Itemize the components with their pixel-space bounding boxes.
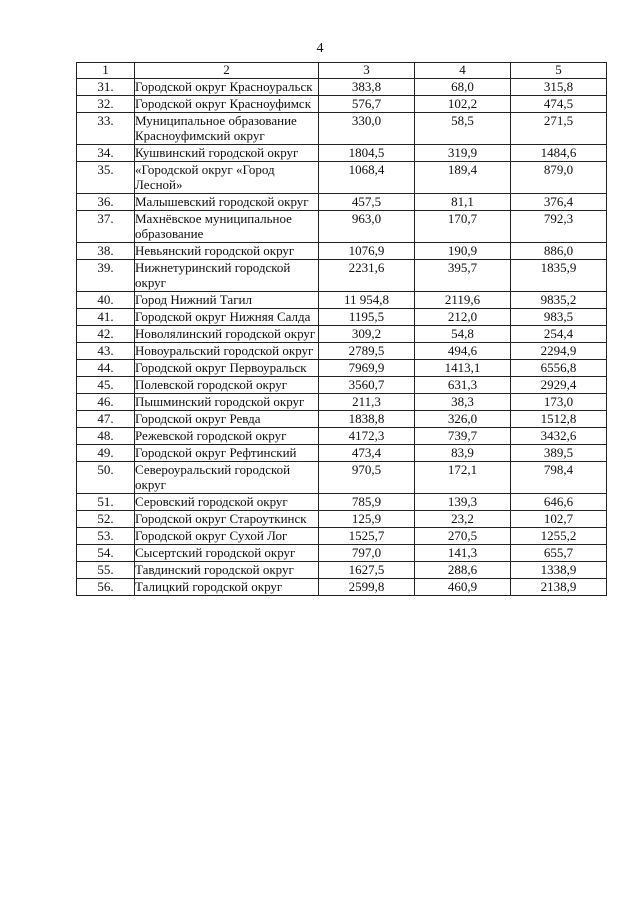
table-row (77, 260, 607, 292)
value-col-5: 2929,4 (511, 377, 607, 394)
municipality-name: Городской округ Красноуральск (135, 79, 319, 96)
value-col-4: 739,7 (415, 428, 511, 445)
value-col-4: 102,2 (415, 96, 511, 113)
value-col-3: 576,7 (319, 96, 415, 113)
value-col-3: 2599,8 (319, 579, 415, 596)
value-col-5: 655,7 (511, 545, 607, 562)
value-col-3: 1627,5 (319, 562, 415, 579)
value-col-5: 6556,8 (511, 360, 607, 377)
value-col-5: 798,4 (511, 462, 607, 494)
row-number: 42. (77, 326, 135, 343)
row-number: 41. (77, 309, 135, 326)
value-col-5: 9835,2 (511, 292, 607, 309)
table-row (77, 394, 607, 411)
row-number: 55. (77, 562, 135, 579)
table-row (77, 445, 607, 462)
value-col-5: 2294,9 (511, 343, 607, 360)
municipality-name: Сысертский городской округ (135, 545, 319, 562)
value-col-3: 970,5 (319, 462, 415, 494)
table-row (77, 194, 607, 211)
municipality-name: Город Нижний Тагил (135, 292, 319, 309)
municipality-name: Полевской городской округ (135, 377, 319, 394)
table-row (77, 162, 607, 194)
value-col-3: 11 954,8 (319, 292, 415, 309)
column-header: 4 (415, 63, 511, 79)
row-number: 47. (77, 411, 135, 428)
value-col-3: 3560,7 (319, 377, 415, 394)
value-col-3: 2789,5 (319, 343, 415, 360)
value-col-3: 785,9 (319, 494, 415, 511)
table-row (77, 145, 607, 162)
value-col-3: 1195,5 (319, 309, 415, 326)
municipality-name: Малышевский городской округ (135, 194, 319, 211)
value-col-5: 2138,9 (511, 579, 607, 596)
row-number: 38. (77, 243, 135, 260)
table-row (77, 360, 607, 377)
table-row (77, 343, 607, 360)
value-col-5: 389,5 (511, 445, 607, 462)
row-number: 31. (77, 79, 135, 96)
row-number: 37. (77, 211, 135, 243)
value-col-4: 2119,6 (415, 292, 511, 309)
table-row (77, 326, 607, 343)
table-row (77, 96, 607, 113)
municipality-name: Городской округ Сухой Лог (135, 528, 319, 545)
row-number: 39. (77, 260, 135, 292)
value-col-3: 330,0 (319, 113, 415, 145)
row-number: 34. (77, 145, 135, 162)
municipality-name: Тавдинский городской округ (135, 562, 319, 579)
value-col-3: 797,0 (319, 545, 415, 562)
value-col-5: 646,6 (511, 494, 607, 511)
value-col-3: 1838,8 (319, 411, 415, 428)
value-col-4: 288,6 (415, 562, 511, 579)
row-number: 46. (77, 394, 135, 411)
table-row (77, 562, 607, 579)
row-number: 56. (77, 579, 135, 596)
value-col-4: 23,2 (415, 511, 511, 528)
value-col-3: 211,3 (319, 394, 415, 411)
municipality-name: Городской округ Красноуфимск (135, 96, 319, 113)
value-col-4: 395,7 (415, 260, 511, 292)
table-row (77, 494, 607, 511)
column-header: 1 (77, 63, 135, 79)
value-col-5: 886,0 (511, 243, 607, 260)
municipality-name: «Городской округ «Город Лесной» (135, 162, 319, 194)
municipality-name: Городской округ Ревда (135, 411, 319, 428)
value-col-4: 212,0 (415, 309, 511, 326)
row-number: 54. (77, 545, 135, 562)
value-col-5: 3432,6 (511, 428, 607, 445)
value-col-4: 326,0 (415, 411, 511, 428)
value-col-4: 38,3 (415, 394, 511, 411)
value-col-5: 1255,2 (511, 528, 607, 545)
value-col-4: 189,4 (415, 162, 511, 194)
value-col-3: 457,5 (319, 194, 415, 211)
municipality-name: Североуральский городской округ (135, 462, 319, 494)
value-col-3: 125,9 (319, 511, 415, 528)
value-col-5: 376,4 (511, 194, 607, 211)
value-col-5: 173,0 (511, 394, 607, 411)
municipality-name: Серовский городской округ (135, 494, 319, 511)
row-number: 36. (77, 194, 135, 211)
municipality-name: Невьянский городской округ (135, 243, 319, 260)
value-col-5: 254,4 (511, 326, 607, 343)
value-col-5: 474,5 (511, 96, 607, 113)
value-col-4: 460,9 (415, 579, 511, 596)
municipality-name: Кушвинский городской округ (135, 145, 319, 162)
value-col-3: 473,4 (319, 445, 415, 462)
municipality-name: Новоуральский городской округ (135, 343, 319, 360)
municipality-name: Городской округ Нижняя Салда (135, 309, 319, 326)
value-col-4: 1413,1 (415, 360, 511, 377)
value-col-3: 383,8 (319, 79, 415, 96)
table-row (77, 545, 607, 562)
budget-table (76, 62, 607, 596)
table-body (77, 79, 607, 596)
value-col-5: 102,7 (511, 511, 607, 528)
table-row (77, 462, 607, 494)
municipality-name: Городской округ Первоуральск (135, 360, 319, 377)
municipality-name: Нижнетуринский городской округ (135, 260, 319, 292)
row-number: 49. (77, 445, 135, 462)
value-col-4: 54,8 (415, 326, 511, 343)
row-number: 45. (77, 377, 135, 394)
table-row (77, 411, 607, 428)
value-col-3: 2231,6 (319, 260, 415, 292)
value-col-5: 983,5 (511, 309, 607, 326)
value-col-3: 1525,7 (319, 528, 415, 545)
row-number: 32. (77, 96, 135, 113)
value-col-3: 1068,4 (319, 162, 415, 194)
row-number: 33. (77, 113, 135, 145)
table-row (77, 243, 607, 260)
value-col-4: 68,0 (415, 79, 511, 96)
value-col-3: 4172,3 (319, 428, 415, 445)
value-col-4: 270,5 (415, 528, 511, 545)
value-col-4: 58,5 (415, 113, 511, 145)
table-row (77, 377, 607, 394)
value-col-5: 1512,8 (511, 411, 607, 428)
value-col-5: 271,5 (511, 113, 607, 145)
value-col-5: 315,8 (511, 79, 607, 96)
table-row (77, 511, 607, 528)
row-number: 48. (77, 428, 135, 445)
row-number: 52. (77, 511, 135, 528)
row-number: 43. (77, 343, 135, 360)
value-col-5: 1484,6 (511, 145, 607, 162)
value-col-4: 141,3 (415, 545, 511, 562)
value-col-4: 170,7 (415, 211, 511, 243)
value-col-5: 879,0 (511, 162, 607, 194)
column-header: 2 (135, 63, 319, 79)
municipality-name: Пышминский городской округ (135, 394, 319, 411)
table-row (77, 309, 607, 326)
row-number: 51. (77, 494, 135, 511)
municipality-name: Режевской городской округ (135, 428, 319, 445)
value-col-4: 81,1 (415, 194, 511, 211)
table-row (77, 579, 607, 596)
row-number: 40. (77, 292, 135, 309)
value-col-3: 7969,9 (319, 360, 415, 377)
table-header-row (77, 63, 607, 79)
value-col-4: 631,3 (415, 377, 511, 394)
municipality-name: Талицкий городской округ (135, 579, 319, 596)
value-col-5: 1835,9 (511, 260, 607, 292)
table-row (77, 428, 607, 445)
value-col-4: 190,9 (415, 243, 511, 260)
value-col-5: 1338,9 (511, 562, 607, 579)
value-col-4: 319,9 (415, 145, 511, 162)
municipality-name: Новолялинский городской округ (135, 326, 319, 343)
table-row (77, 292, 607, 309)
value-col-3: 1076,9 (319, 243, 415, 260)
value-col-4: 494,6 (415, 343, 511, 360)
municipality-name: Городской округ Староуткинск (135, 511, 319, 528)
row-number: 53. (77, 528, 135, 545)
value-col-3: 309,2 (319, 326, 415, 343)
row-number: 35. (77, 162, 135, 194)
column-header: 5 (511, 63, 607, 79)
column-header: 3 (319, 63, 415, 79)
table-row (77, 79, 607, 96)
municipality-name: Муниципальное образование Красноуфимский округ (135, 113, 319, 145)
page-number: 4 (316, 41, 324, 56)
value-col-4: 172,1 (415, 462, 511, 494)
municipality-name: Махнёвское муниципальное образование (135, 211, 319, 243)
table-row (77, 113, 607, 145)
value-col-3: 963,0 (319, 211, 415, 243)
value-col-5: 792,3 (511, 211, 607, 243)
row-number: 50. (77, 462, 135, 494)
value-col-3: 1804,5 (319, 145, 415, 162)
municipality-name: Городской округ Рефтинский (135, 445, 319, 462)
row-number: 44. (77, 360, 135, 377)
table-row (77, 528, 607, 545)
table-row (77, 211, 607, 243)
value-col-4: 83,9 (415, 445, 511, 462)
value-col-4: 139,3 (415, 494, 511, 511)
